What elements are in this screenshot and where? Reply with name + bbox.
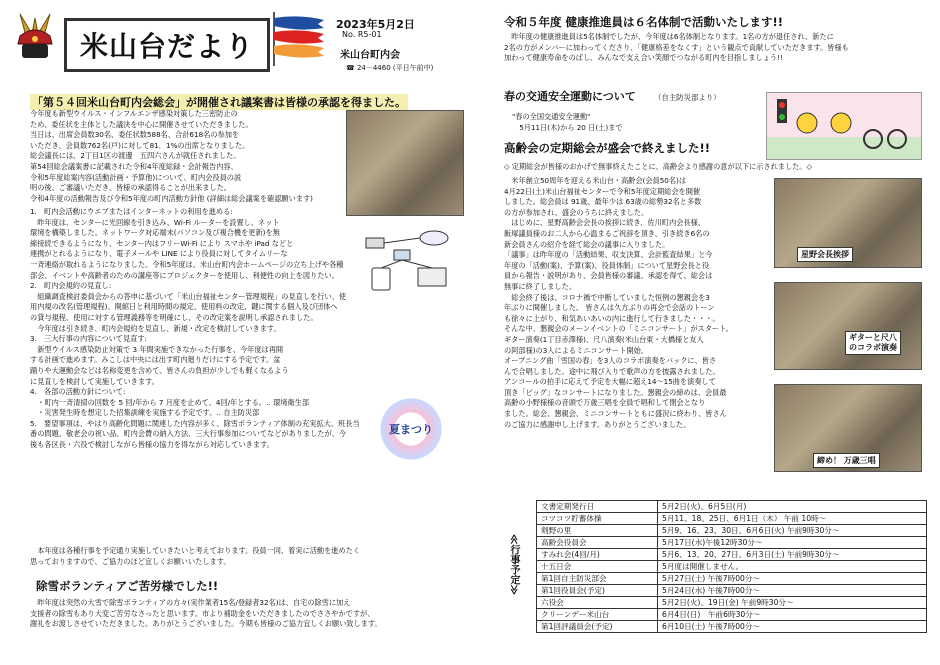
s1-closing-text: 本年度は各種行事を予定通り実施していきたいと考えております。役員一同、着実に活動を進めたく 思っておりますので、ご協力のほど宜しくお願いいたします。 (30, 546, 361, 566)
r3-heading: 高齢会の定期総会が盛会で終えました!! (504, 141, 710, 155)
schedule-row (537, 537, 927, 549)
photo-caption: 星野会長挨拶 (797, 247, 853, 262)
schedule-row (537, 525, 927, 537)
schedule-when: 5月2日(火)、19日(金) 午前9時30分〜 (658, 597, 927, 609)
schedule-table (536, 500, 927, 633)
carp-streamer-icon (270, 10, 328, 66)
s1-heading: 「第５４回米山台町内会総会」が開催され議案書は皆様の承認を得ました。 (32, 96, 406, 109)
traffic-safety-illustration (766, 92, 922, 160)
schedule-row (537, 597, 927, 609)
s2-heading: 除雪ボランティアご苦労様でした!! (36, 579, 219, 593)
schedule-event: 第1回自主防災部会 (537, 573, 658, 585)
schedule-event: 剣野の里 (537, 525, 658, 537)
photo-chairman (774, 178, 922, 268)
schedule-when: 5月11、18、25日、6月1日（木） 午前 10時〜 (658, 513, 927, 525)
s1-items-text: 1. 町内会活動にウエブまたはインターネットの利用を進める: 昨年度は、センターに光回線を引き込み、Wi-Fi ルーターを設置し、ネット 環境を構築しました。ネットワーク対応端末(パソコン及び複合機を更新)を無 線接続できるようになり、センター内はフリーWi-Fi により スマホや iPad などと 連携がとれるようになり、電子メールや LINE により役員に対してタイムリーな 一斉連絡が取れるようになりました。令和5年度は、米山台町内会ホームページの立ち上げや各種 部会、イベントや高齢者のための講座等にプロジェクターを使用し、利便性の向上を図りたい。 2. 町内会規約の見直し: 組織調査検討委員会からの答申に基づいて「米山台福祉センター管理規程」の見直しを行い、使 用内規の改名(管理規程)、開館日と利用時間の規定、使用料の改定、鍵に関する個人及び団体へ の貸与規程、使用に対する管理義務等を明確にし、その改定案を説明し承認されました。 今年度は引き続き、町内会規約を見直し、新規・改定を検討していきます。 3. 三大行事の内容について見直す: 新型ウイルス感染防止対策で 3 年間実施できなかった行事を、今年度は再開 する計画で進めます。みこしは中央には出す町内廻りだけにする予定です。盆 踊りや大運動会などは名称変更を含めて、皆さんの負担が少しでも軽くなるよう に見直しを検討して実施していきます。 4. 各部の活動方針について: ・町内一斉清掃の回数を 5 回/年から 7 月度を止めて、4回/年とする。‥ 環境衛生部 ・災害発生時を想定した招集訓練を実施する予定です。‥ 自主防災部 5. 要望事項は、やはり高齢化問題に関連した内容が多く、除雪ボランティア体制の充実拡大、班長当 番の問題、敬老会の祝い品、町内会費の納入方法、三大行事参加についてなどがありましたが、今 後も各区長・六役で検討しながら皆様の協力を得ながら対応していきます。 (30, 207, 360, 450)
schedule-when: 5月27日(土) 午後7時00分〜 (658, 573, 927, 585)
meeting-photo (346, 110, 464, 216)
schedule-event: 六役会 (537, 597, 658, 609)
title-banner (64, 18, 270, 72)
schedule-when: 5月6、13、20、27日、6月3日(土) 午前9時30分〜 (658, 549, 927, 561)
schedule-when: 5月17日(水)午後12時30分〜 (658, 537, 927, 549)
festival-label: 夏まつり (389, 423, 433, 436)
schedule-when: 6月4日(日) 午前6時30分〜 (658, 609, 927, 621)
r1-body-text: 昨年度の健康推進員は5名体制でしたが、今年度は6名体制となります。1名の方が退任され、新たに 2名の方がメンバーに加わってくださり、「健康格差をなくす」という観点で貢献していただきます。皆様も 加わって健康寿命をのばし、みんなで支え合い笑顔でつながる町内を目指しましょう!! (504, 32, 849, 63)
s2-body-text: 昨年度は突然の大雪で除雪ボランティアの方々(実作業者15名/登録者32名)は、自宅の除雪に加え 支援者の除雪もあり大変ご苦労なさったと思います。市より補助金をいただきましたのでささやかですが、 謝礼をお渡しさせていただきました。ありがとうございました。今期も皆様のご協力宜しくお願い致します。 (30, 598, 382, 629)
helmet-logo (14, 10, 56, 62)
r2-heading: 春の交通安全運動について (504, 90, 636, 103)
r1-heading: 令和５年度 健康推進員は６名体制で活動いたします!! (504, 15, 783, 29)
schedule-row (537, 585, 927, 597)
photo-caption: 締め！ 万歳三唱 (813, 453, 880, 468)
publisher: 米山台町内会 (340, 50, 400, 61)
schedule-when: 5月9、16、23、30日、6月6日(火) 午前9時30分〜 (658, 525, 927, 537)
schedule-event: 十五日会 (537, 561, 658, 573)
r3-lead-text: ◇ 定期総会が皆様のおかげで無事終えたことに、高齢会より感謝の意が以下に示されました。◇ (504, 162, 813, 171)
schedule-row (537, 561, 927, 573)
schedule-when: 5月度は開催しません。 (658, 561, 927, 573)
photo-caption: ギターと尺八 のコラボ演奏 (845, 331, 901, 355)
schedule-row (537, 513, 927, 525)
schedule-row (537, 501, 927, 513)
schedule-row (537, 573, 927, 585)
r3-body-text: 米年創立50周年を迎える米山台・高齢会(会員50名)は 4月22日(土)米山台福祉センターで令和5年度定期総会を開催 しました。総会員は 91歳、最年少は 63歳の総勢32名と多数 の方が参加され、盛会のうちに終えました。 はじめに、星野高齢会会長の挨拶に続き、佐川町内会長様、 飯塚議員様のお二人から心温まるご祝辞を頂き、引き続き6名の 新会員さんの紹介を経て総会の議事に入りました。 「議事」は昨年度の「活動結果、収支決算、会計監査結果」と今 年度の「活動(案)、予算(案)、役員体制」について星野会長と役 員から報告・説明があり、会員皆様の審議、承認を得て、総会は 無事に終了しました。 総会終了後は、コロナ禍で中断していました恒例の懇親会を3 年ぶりに開催しました。 皆さんは久方ぶりの再会で会話のトーン も徐々に上がり、和気あいあいの内に進行して行きました・・・。 そんな中、懇親会のメーンイベントの「ミニコンサート」がスタート。 ギター演奏(1丁目赤澤様)、尺八演奏(米山台東・大橋様と友人 の阿部様)の3人によるミニコンサート開始。 オープニング曲「雪国の春」を3人のコラボ演奏をバックに、皆さ んで合唱しました。途中に飛び入りで歌声の方を披露されました。 アンコールの拍手に応えて予定を大幅に超え14〜15曲を演奏して 頂き「ビッグ」なコンサートになりました。懇親会の締めは、会員最 高齢の小野様様の音頭で万歳三唱を全員で唱和して閉会となり ました。総会、懇親会、ミニコンサートともに盛況に終わり、皆さん のご協力に感謝申し上げます。ありがとうございました。 (504, 176, 733, 429)
schedule-when: 6月10日(土) 午後7時00分〜 (658, 621, 927, 633)
phone: ☎ 24－4460 (平日午前中) (346, 64, 434, 72)
schedule-event: すみれ会(4回/月) (537, 549, 658, 561)
schedule-label: ≪行事予定≫ (508, 534, 519, 595)
schedule-row (537, 609, 927, 621)
schedule-row (537, 621, 927, 633)
schedule-event: 高齢会役員会 (537, 537, 658, 549)
s1-intro-text: 今年度も新型ウイルス・インフルエンザ感染対策した三密防止の ため、委任状を主体とした議決を中心に開催させていただきました。 当日は、出席会員数30名、委任状数588名、合計618名の参加を いただき、会員数762名(戸)に対して81．1%の出席となりました。 総会議長には、2丁目1区の渡邊 五四六さんが就任されました。 第54回総会議案書に記載された令和4年度総録・会計報告内容、 令和5年度総案内容(活動計画・予算他)について、町内会役員の説 明の後、ご審議いただき、皆様の承認得ることが出来ました。 令和4年度の活動報告及び令和5年度の町内活動方針他 (詳細は総会議案を確認願います) (30, 109, 313, 203)
r2-body-text: "春の全国交通安全運動" 5月11日(木)から 20 日(土)まで (512, 112, 623, 132)
schedule-event: 文書定期発行日 (537, 501, 658, 513)
issue-number: No. R5-01 (342, 30, 382, 39)
schedule-event: コツコツ貯蓄体操 (537, 513, 658, 525)
schedule-event: 第1回役員会(予定) (537, 585, 658, 597)
festival-badge (376, 398, 446, 460)
schedule-when: 5月2日(火)、6月5日(月) (658, 501, 927, 513)
page-title: 米山台だより (79, 30, 254, 63)
schedule-event: クリーンデー米山台 (537, 609, 658, 621)
schedule-row (537, 549, 927, 561)
schedule-table-container (536, 500, 927, 633)
schedule-event: 第1回評議員会(予定) (537, 621, 658, 633)
schedule-when: 5月24日(水) 午後7時00分〜 (658, 585, 927, 597)
photo-concert (774, 282, 922, 370)
issue-date: 2023年5月2日 (336, 18, 415, 31)
photo-banzai (774, 384, 922, 472)
r2-subheading: （自主防災部より） (654, 93, 721, 102)
